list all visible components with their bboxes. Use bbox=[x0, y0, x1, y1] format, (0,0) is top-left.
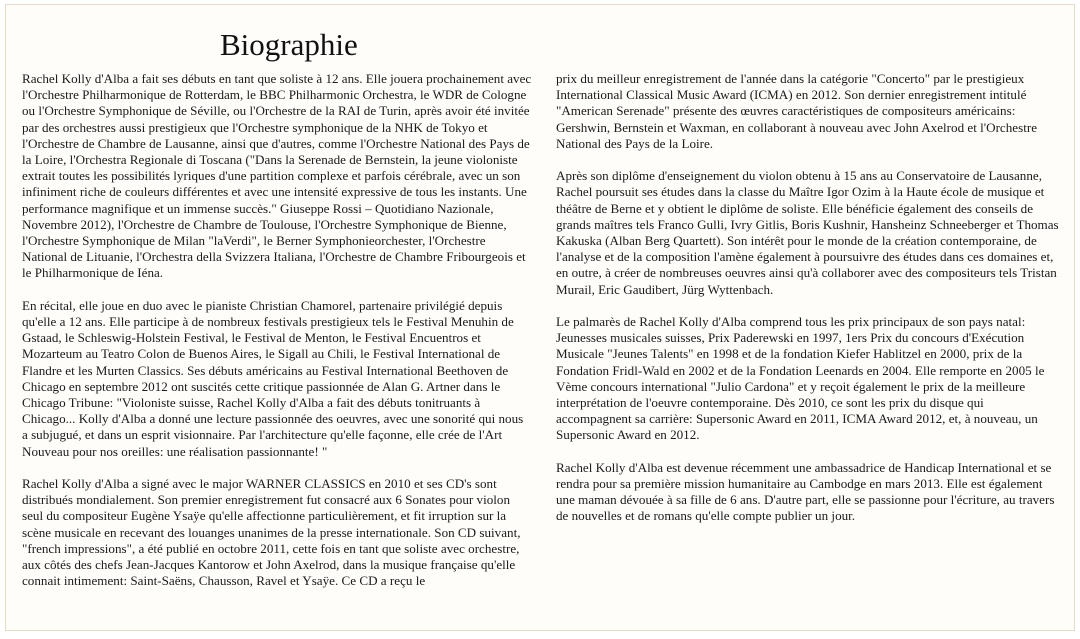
paragraph-prix: prix du meilleur enregistrement de l'année dans la catégorie "Concerto" par le prestigieux International Classical Music Award (ICMA) en 2012. Son dernier enregistrement intitulé "American Serenade" présente des œuvres caractéristiques de compositeurs américains: Gershwin, Bernstein et Waxman, en collaborant à nouveau avec John Axelrod et l'Orchestre National des Pays de la Loire. bbox=[556, 71, 1038, 151]
paragraph-palmares: Le palmarès de Rachel Kolly d'Alba comprend tous les prix principaux de son pays natal: Jeunesses musicales suisses, Prix Paderewski en 1997, 1ers Prix du concours d'Exécution Musicale "Jeunes Talents" en 1998 et de la fondation Kiefer Hablitzel en 2000, prix de la Fondation Fridl-Wald en 2002 et de la Fondation Leenards en 2004. Elle remporte en 2005 le Vème concours international "Julio Cardona" et y reçoit également le prix de la meilleure interprétation de l'oeuvre contemporaine. Dès 2010, ce sont les prix du disque qui accompagnent sa carrière: Supersonic Award en 2011, ICMA Award 2012, et, à nouveau, un Supersonic Award en 2012. bbox=[556, 314, 1045, 443]
page-title: Biographie bbox=[220, 27, 358, 62]
paragraph-warner: Rachel Kolly d'Alba a signé avec le major WARNER CLASSICS en 2010 et ses CD's sont distribués mondialement. Son premier enregistrement fut consacré aux 6 Sonates pour violon seul du compositeur Eugène Ysaÿe qu'elle affectionne particulièrement, et fit irruption sur la scène musicale en recevant des louanges unanimes de la presse internationale. Son CD suivant, "french impressions", a été publié en octobre 2011, cette fois en tant que soliste avec orchestre, aux côtés des chefs Jean-Jacques Kantorow et John Axelrod, dans la musique française qu'elle connait intimement: Saint-Saëns, Chausson, Ravel et Ysaÿe. Ce CD a reçu le bbox=[22, 476, 521, 589]
paragraph-debuts: Rachel Kolly d'Alba a fait ses débuts en tant que soliste à 12 ans. Elle jouera prochainement avec l'Orchestre Philharmonique de Rotterdam, le BBC Philharmonic Orchestra, le WDR de Cologne ou l'Orchestre Symphonique de Séville, ou l'Orchestre de la RAI de Turin, après avoir été invitée par des orchestres aussi prestigieux que l'Orchestre symphonique de la NHK de Tokyo et l'Orchestre de Chambre de Lausanne, ainsi que d'autres, comme l'Orchestre National des Pays de la Loire, l'Orchestra Regionale di Toscana ("Dans la Serenade de Bernstein, la jeune violoniste extrait toutes les possibilités lyriques d'une partition complexe et parfois cérébrale, avec un son infiniment riche de couleurs différentes et avec une intensité expressive de tous les instants. Une performance magnifique et un immense succès." Giuseppe Rossi – Quotidiano Nazionale, Novembre 2012), l'Orchestre de Chambre de Toulouse, l'Orchestre Symphonique de Bienne, l'Orchestre Symphonique de Milan "laVerdi", le Berner Symphonieorchester, l'Orchestre National de Lituanie, l'Orchestra della Svizzera Italiana, l'Orchestre de Chambre Fribourgeois et le Philharmonique de Iéna. bbox=[22, 71, 532, 281]
paragraph-etudes: Après son diplôme d'enseignement du violon obtenu à 15 ans au Conservatoire de Lausanne, Rachel poursuit ses études dans la classe du Maître Igor Ozim à la Haute école de musique et théâtre de Berne et y obtient le diplôme de soliste. Elle bénéficie également des conseils de grands maîtres tels Franco Gulli, Ivry Gitlis, Boris Kushnir, Hansheinz Schneeberger et Thomas Kakuska (Alban Berg Quartett). Son intérêt pour le monde de la création contemporaine, de l'analyse et de la composition l'amène également à poursuivre des études dans ces domaines et, en outre, à créer de nombreuses oeuvres ainsi qu'à collaborer avec des compositeurs tels Tristan Murail, Eric Gaudibert, Jürg Wyttenbach. bbox=[556, 168, 1059, 297]
paragraph-handicap: Rachel Kolly d'Alba est devenue récemment une ambassadrice de Handicap International et se rendra pour sa première mission humanitaire au Cambodge en mars 2013. Elle est également une maman dévouée à sa fille de 6 ans. D'autre part, elle se passionne pour l'écriture, au travers de nouvelles et de romans qu'elle compte publier un jour. bbox=[556, 459, 1055, 524]
document-page bbox=[5, 4, 1075, 631]
left-column bbox=[22, 71, 532, 589]
paragraph-recital: En récital, elle joue en duo avec le pianiste Christian Chamorel, partenaire privilégié depuis qu'elle a 12 ans. Elle participe à de nombreux festivals prestigieux tels le Festival Menuhin de Gstaad, le Schleswig-Holstein Festival, le Festival de Menton, le Festival Encuentros et Mozarteum au Teatro Colon de Buenos Aires, le Sigall au Chili, le Festival International de Flandre et les Murten Classics. Ses débuts américains au Festival International Beethoven de Chicago en septembre 2012 ont suscités cette critique passionnée de Alan G. Artner dans le Chicago Tribune: "Violoniste suisse, Rachel Kolly d'Alba a fait des débuts tonitruants à Chicago... Kolly d'Alba a donné une lecture passionnée des oeuvres, avec une sonorité qui nous a subjugué, et dans un esprit visionnaire. Par l'architecture qu'elle façonne, elle crée de l'Art Nouveau pour nos oreilles: une réalisation passionnante! " bbox=[22, 297, 524, 459]
right-column bbox=[556, 71, 1061, 525]
